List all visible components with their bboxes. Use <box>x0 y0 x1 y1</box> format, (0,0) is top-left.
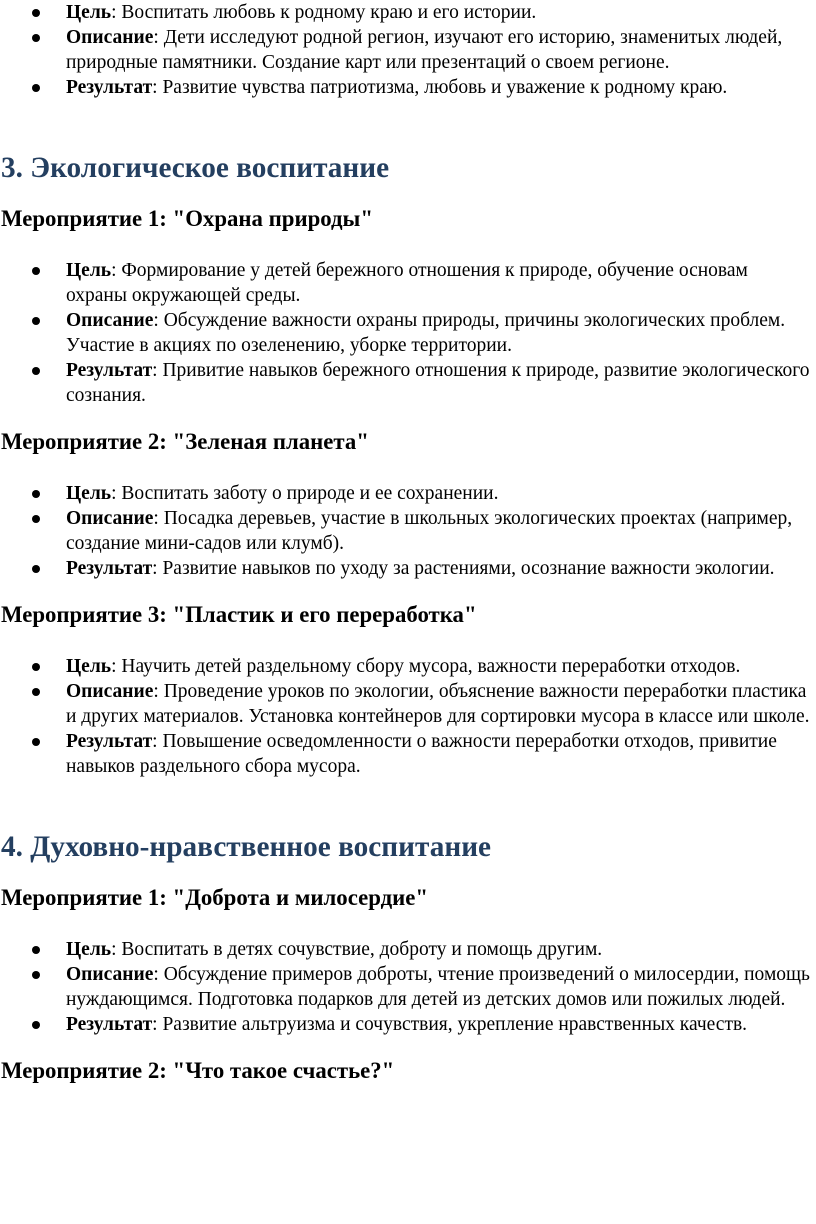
list-item <box>0 308 816 358</box>
item-label: Цель <box>66 939 112 960</box>
item-label: Результат <box>66 1014 153 1035</box>
item-label: Описание <box>66 681 154 702</box>
item-text: : Развитие альтруизма и сочувствия, укрепление нравственных качеств. <box>152 1014 748 1035</box>
item-text: : Воспитать любовь к родному краю и его истории. <box>111 2 537 23</box>
list-item <box>0 556 816 581</box>
item-label: Результат <box>66 731 153 752</box>
item-text: : Обсуждение важности охраны природы, причины экологических проблем. Участие в акциях по озеленению, уборке территории. <box>66 310 786 356</box>
bullet-icon <box>32 946 40 954</box>
bullet-icon <box>32 367 40 375</box>
item-label: Результат <box>66 360 153 381</box>
item-text: : Развитие навыков по уходу за растениями, осознание важности экологии. <box>152 558 775 579</box>
event-list <box>0 654 816 779</box>
item-text: : Повышение осведомленности о важности переработки отходов, привитие навыков раздельного сбора мусора. <box>66 731 777 777</box>
item-label: Результат <box>66 558 153 579</box>
item-label: Описание <box>66 27 154 48</box>
list-item <box>0 506 816 556</box>
list-item <box>0 654 816 679</box>
item-text: : Развитие чувства патриотизма, любовь и уважение к родному краю. <box>152 77 728 98</box>
event-title: Мероприятие 1: "Охрана природы" <box>1 206 373 231</box>
event-title: Мероприятие 2: "Зеленая планета" <box>1 429 369 454</box>
list-item <box>0 1012 816 1037</box>
item-label: Описание <box>66 964 154 985</box>
bullet-icon <box>32 34 40 42</box>
item-text: : Дети исследуют родной регион, изучают его историю, знаменитых людей, природные памятники. Создание карт или презентаций о своем регионе. <box>66 27 783 73</box>
bullet-icon <box>32 9 40 17</box>
bullet-icon <box>32 565 40 573</box>
item-text: : Формирование у детей бережного отношения к природе, обучение основам охраны окружающей среды. <box>66 260 748 306</box>
section-title-spiritual: 4. Духовно-нравственное воспитание <box>1 831 492 863</box>
bullet-icon <box>32 84 40 92</box>
event-title: Мероприятие 1: "Доброта и милосердие" <box>1 885 429 910</box>
item-label: Описание <box>66 508 154 529</box>
item-text: : Проведение уроков по экологии, объяснение важности переработки пластика и других материалов. Установка контейнеров для сортировки мусора в классе или школе. <box>66 681 810 727</box>
bullet-icon <box>32 1021 40 1029</box>
bullet-icon <box>32 267 40 275</box>
list-item <box>0 937 816 962</box>
intro-list <box>0 0 816 100</box>
item-label: Цель <box>66 656 112 677</box>
list-item <box>0 258 816 308</box>
event-title: Мероприятие 3: "Пластик и его переработка" <box>1 602 477 627</box>
item-text: : Привитие навыков бережного отношения к природе, развитие экологического сознания. <box>66 360 810 406</box>
bullet-icon <box>32 663 40 671</box>
list-item <box>0 25 816 75</box>
item-label: Цель <box>66 483 112 504</box>
list-item <box>0 962 816 1012</box>
bullet-icon <box>32 317 40 325</box>
list-item <box>0 481 816 506</box>
list-item <box>0 679 816 729</box>
item-text: : Воспитать в детях сочувствие, доброту и помощь другим. <box>111 939 603 960</box>
bullet-icon <box>32 738 40 746</box>
section-title-ecology: 3. Экологическое воспитание <box>1 152 390 184</box>
event-list <box>0 481 816 581</box>
item-text: : Посадка деревьев, участие в школьных экологических проектах (например, создание мини-садов или клумб). <box>66 508 793 554</box>
item-text: : Научить детей раздельному сбору мусора, важности переработки отходов. <box>111 656 741 677</box>
item-text: : Обсуждение примеров доброты, чтение произведений о милосердии, помощь нуждающимся. Подготовка подарков для детей из детских домов или пожилых людей. <box>66 964 810 1010</box>
item-text: : Воспитать заботу о природе и ее сохранении. <box>111 483 499 504</box>
list-item <box>0 0 816 25</box>
bullet-icon <box>32 971 40 979</box>
item-label: Результат <box>66 77 153 98</box>
item-label: Описание <box>66 310 154 331</box>
list-item <box>0 358 816 408</box>
item-label: Цель <box>66 260 112 281</box>
bullet-icon <box>32 688 40 696</box>
list-item <box>0 729 816 779</box>
bullet-icon <box>32 490 40 498</box>
event-list <box>0 937 816 1037</box>
bullet-icon <box>32 515 40 523</box>
event-list <box>0 258 816 408</box>
event-title: Мероприятие 2: "Что такое счастье?" <box>1 1058 395 1083</box>
list-item <box>0 75 816 100</box>
item-label: Цель <box>66 2 112 23</box>
